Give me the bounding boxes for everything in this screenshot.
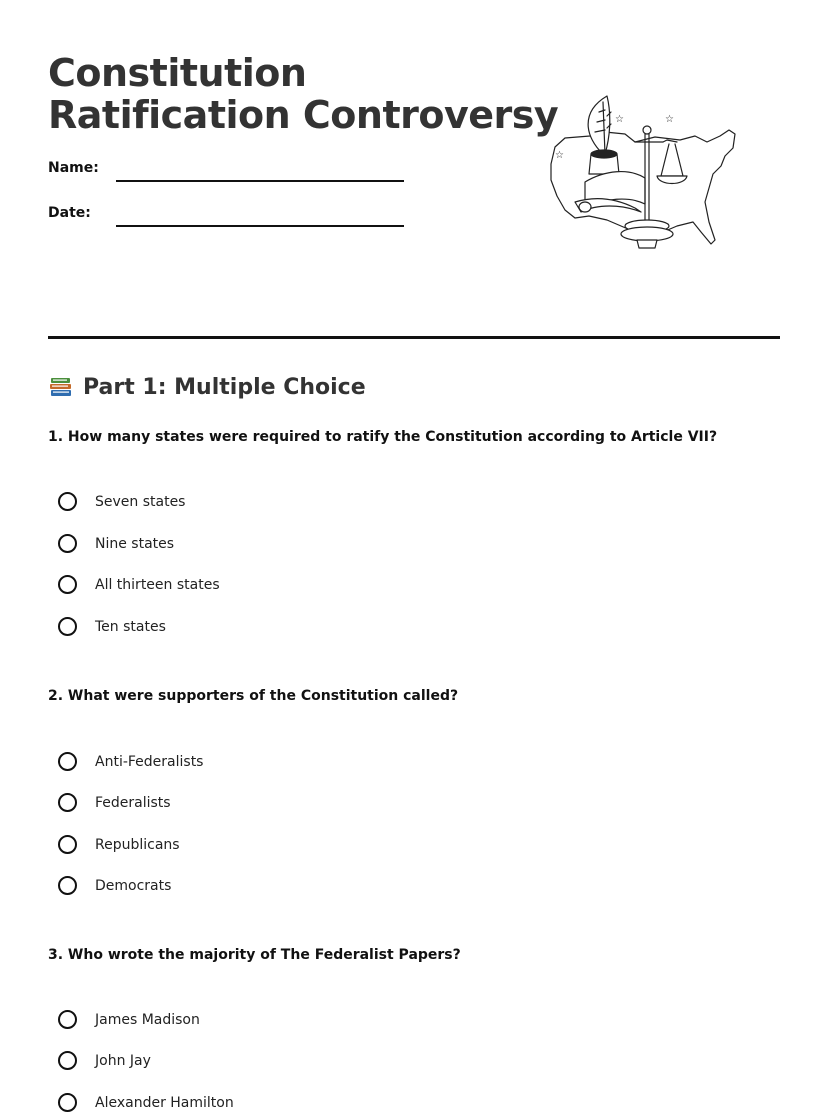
radio-button[interactable] — [58, 793, 77, 812]
q2-option-4[interactable] — [58, 876, 171, 895]
radio-button[interactable] — [58, 492, 77, 511]
radio-button[interactable] — [58, 835, 77, 854]
name-field[interactable] — [116, 180, 404, 182]
option-label: Nine states — [95, 535, 175, 552]
q1-option-4[interactable] — [58, 617, 166, 636]
svg-text:☆: ☆ — [615, 114, 624, 125]
radio-button[interactable] — [58, 752, 77, 771]
date-field[interactable] — [116, 225, 404, 227]
option-label: Anti-Federalists — [95, 753, 204, 770]
q3-option-1[interactable] — [58, 1010, 200, 1029]
books-icon — [48, 374, 74, 400]
radio-button[interactable] — [58, 575, 77, 594]
option-label: Seven states — [95, 493, 186, 510]
question-1: 1. How many states were required to ratify the Constitution according to Article VII? — [48, 429, 718, 445]
svg-text:☆: ☆ — [555, 150, 564, 161]
option-label: All thirteen states — [95, 576, 220, 593]
part-1-heading-text: Part 1: Multiple Choice — [83, 374, 366, 400]
svg-text:☆: ☆ — [665, 114, 674, 125]
radio-button[interactable] — [58, 534, 77, 553]
option-label: Alexander Hamilton — [95, 1094, 234, 1111]
title-line-2: Ratification Controversy — [48, 93, 559, 137]
q1-option-3[interactable] — [58, 575, 220, 594]
quill-scales-usa-map-icon — [545, 92, 745, 257]
radio-button[interactable] — [58, 1093, 77, 1112]
q1-option-2[interactable] — [58, 534, 174, 553]
q2-option-2[interactable] — [58, 793, 171, 812]
radio-button[interactable] — [58, 1010, 77, 1029]
radio-button[interactable] — [58, 1051, 77, 1070]
date-label: Date: — [48, 205, 91, 221]
q3-option-2[interactable] — [58, 1051, 151, 1070]
q2-option-3[interactable] — [58, 835, 180, 854]
option-label: Federalists — [95, 794, 171, 811]
q2-option-1[interactable] — [58, 752, 203, 771]
option-label: Republicans — [95, 836, 180, 853]
section-divider — [48, 336, 780, 339]
name-label: Name: — [48, 160, 99, 176]
q3-option-3[interactable] — [58, 1093, 234, 1112]
option-label: John Jay — [95, 1052, 151, 1069]
radio-button[interactable] — [58, 876, 77, 895]
q1-option-1[interactable] — [58, 492, 185, 511]
part-1-heading — [48, 374, 366, 400]
question-3: 3. Who wrote the majority of The Federalist Papers? — [48, 947, 461, 963]
option-label: James Madison — [95, 1011, 200, 1028]
radio-button[interactable] — [58, 617, 77, 636]
title-line-1: Constitution — [48, 51, 307, 95]
option-label: Democrats — [95, 877, 172, 894]
question-2: 2. What were supporters of the Constitution called? — [48, 688, 459, 704]
option-label: Ten states — [95, 618, 166, 635]
worksheet-title — [48, 52, 558, 136]
